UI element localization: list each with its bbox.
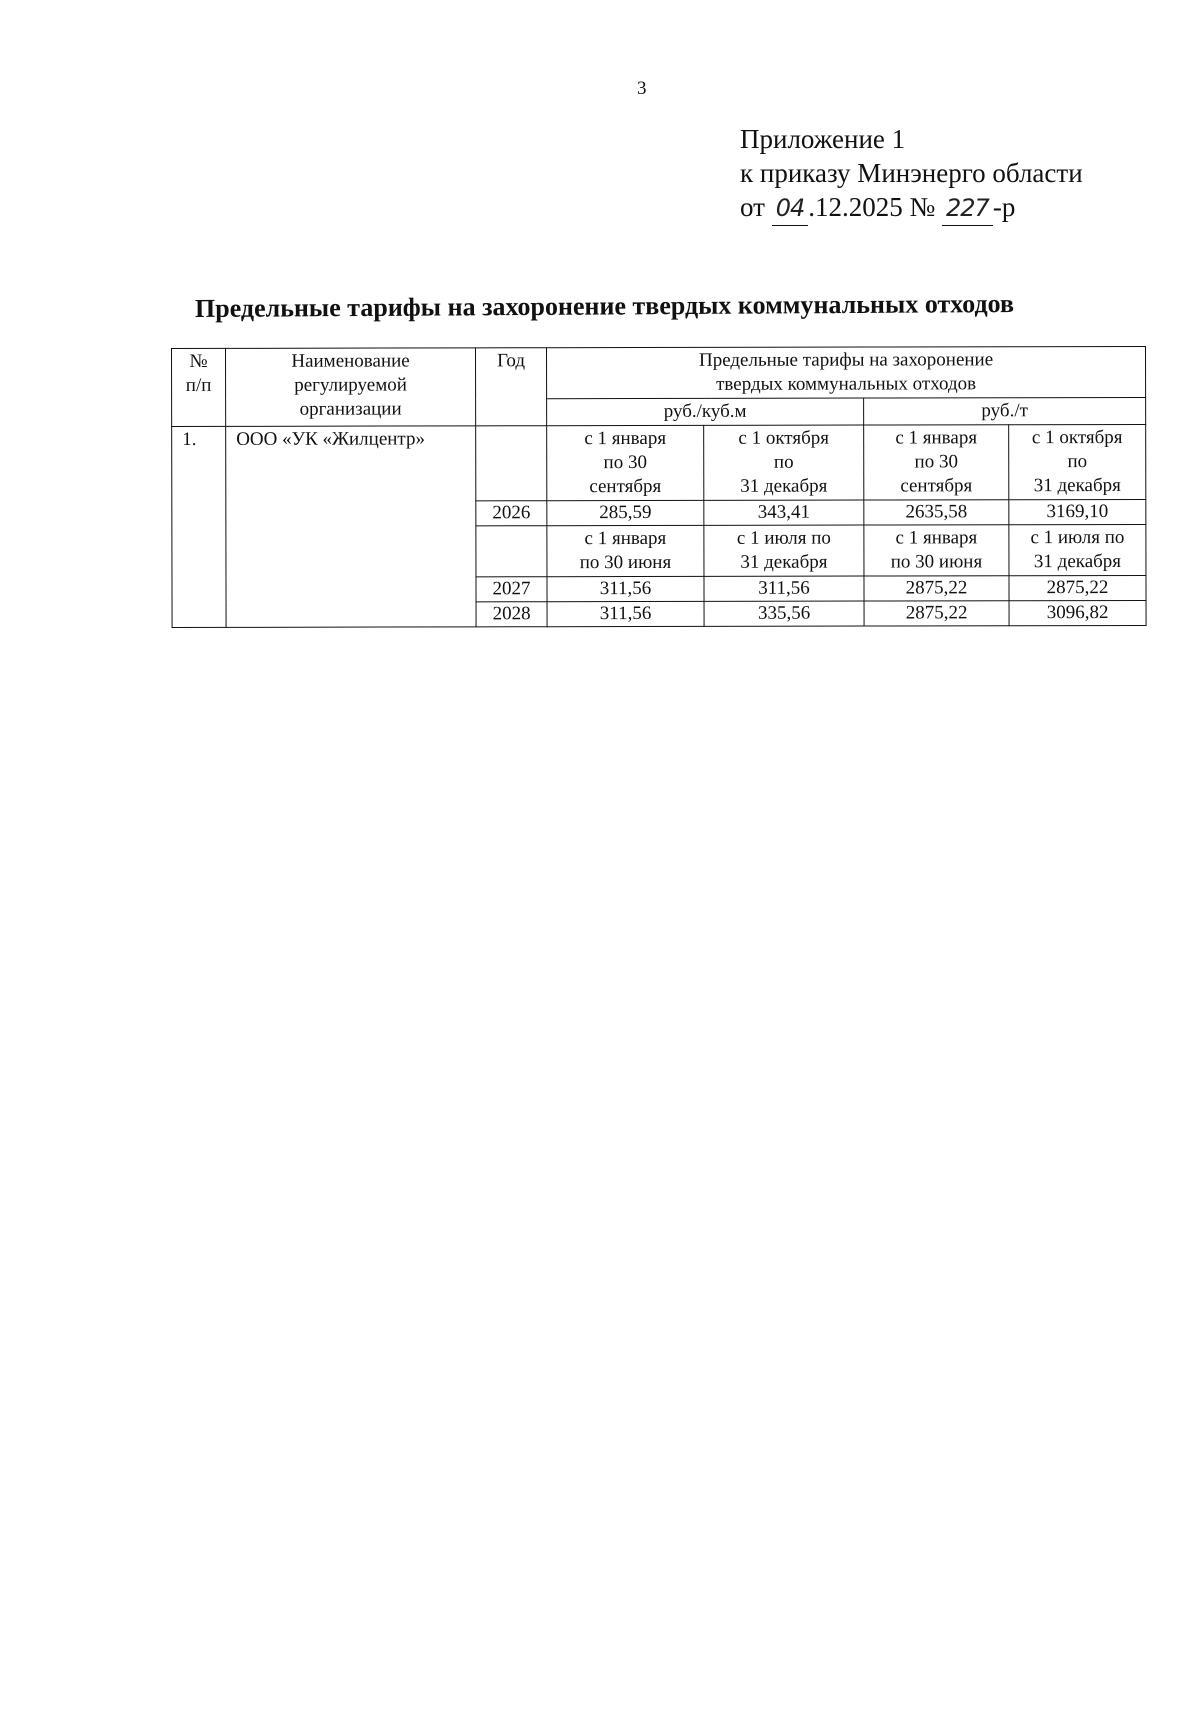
period-cell: с 1 октября по 31 декабря xyxy=(704,425,864,500)
period-cell: с 1 января по 30 июня xyxy=(547,525,704,576)
year-cell: 2027 xyxy=(476,577,547,602)
header-unit-volume: руб./куб.м xyxy=(547,398,864,426)
value-cell: 2875,22 xyxy=(1009,575,1146,600)
value-cell: 285,59 xyxy=(547,500,704,525)
appendix-date-middle: .12.2025 № xyxy=(808,192,943,222)
period-cell: с 1 января по 30 сентября xyxy=(864,425,1009,500)
period-cell: с 1 января по 30 июня xyxy=(864,525,1009,576)
period-cell: с 1 июля по 31 декабря xyxy=(704,525,864,576)
value-cell: 3169,10 xyxy=(1009,499,1146,524)
value-cell: 335,56 xyxy=(704,601,864,626)
page-number: 3 xyxy=(637,78,647,99)
value-cell: 2875,22 xyxy=(864,601,1009,626)
handwritten-order-number: 227 xyxy=(942,191,993,226)
appendix-title: Приложение 1 xyxy=(740,124,906,154)
row-number: 1. xyxy=(172,426,226,627)
year-cell-empty xyxy=(476,526,547,577)
value-cell: 311,56 xyxy=(547,601,704,626)
tariffs-table xyxy=(171,346,1147,628)
year-cell-empty xyxy=(476,426,547,501)
header-num: № п/п xyxy=(172,348,226,426)
period-cell: с 1 июля по 31 декабря xyxy=(1009,524,1146,575)
appendix-order-reference: к приказу Минэнерго области xyxy=(740,158,1083,188)
header-tariffs: Предельные тарифы на захоронение твердых коммунальных отходов xyxy=(547,346,1146,398)
appendix-date-suffix: -р xyxy=(992,192,1016,222)
year-cell: 2028 xyxy=(476,602,547,627)
handwritten-day: 04 xyxy=(772,191,809,226)
year-cell: 2026 xyxy=(476,501,547,526)
value-cell: 311,56 xyxy=(547,576,704,601)
value-cell: 2875,22 xyxy=(864,576,1009,601)
table-header-row xyxy=(172,346,1146,399)
appendix-block xyxy=(740,122,1160,226)
period-cell: с 1 января по 30 сентября xyxy=(547,425,704,500)
value-cell: 2635,58 xyxy=(864,500,1009,525)
value-cell: 343,41 xyxy=(704,500,864,525)
table-row xyxy=(172,424,1146,501)
header-year: Год xyxy=(476,348,547,426)
header-organization: Наименование регулируемой организации xyxy=(226,348,476,427)
appendix-order-date-line xyxy=(740,190,1160,226)
period-cell: с 1 октября по 31 декабря xyxy=(1009,424,1146,499)
document-title: Предельные тарифы на захоронение твердых коммунальных отходов xyxy=(194,288,1015,323)
appendix-date-prefix: от xyxy=(740,192,772,222)
header-unit-mass: руб./т xyxy=(864,397,1146,425)
value-cell: 3096,82 xyxy=(1009,600,1146,625)
value-cell: 311,56 xyxy=(704,576,864,601)
organization-name: ООО «УК «Жилцентр» xyxy=(226,426,476,628)
